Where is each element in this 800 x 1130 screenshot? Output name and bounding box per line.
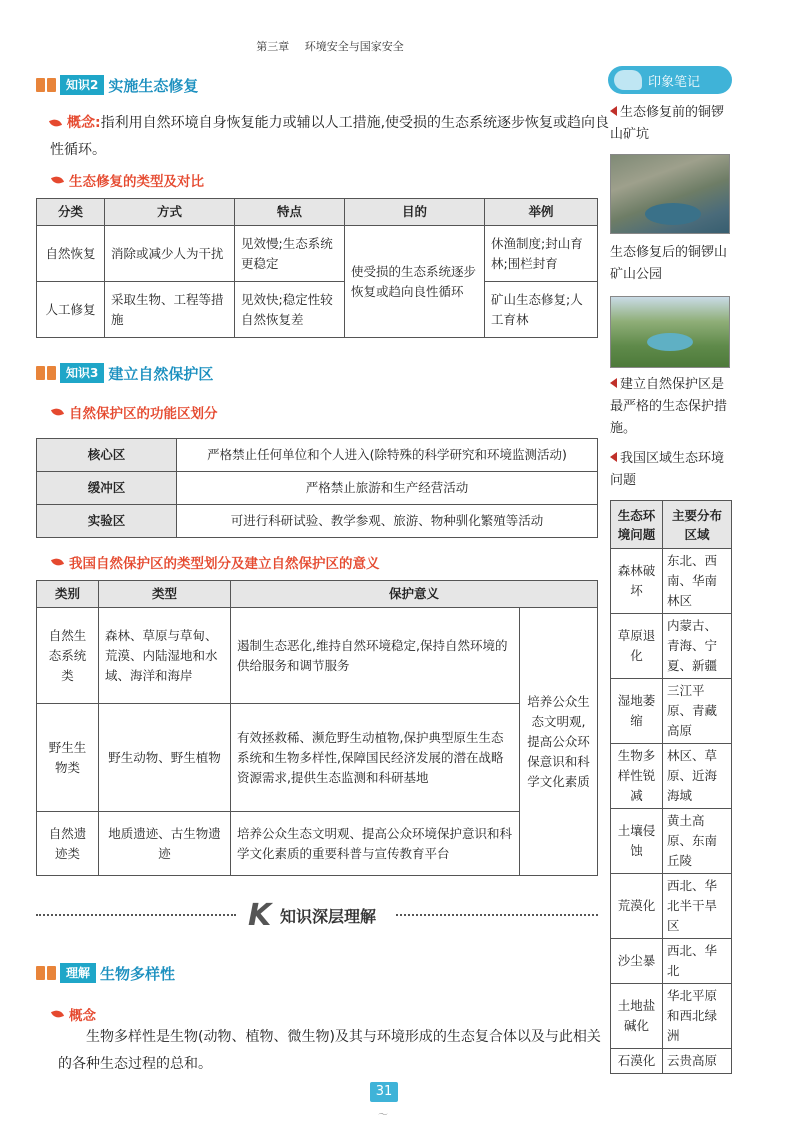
section-title: 建立自然保护区: [108, 364, 214, 383]
table-row: [611, 1049, 732, 1074]
section-tag: 知识3: [60, 363, 104, 383]
table-cell: 严格禁止任何单位和个人进入(除特殊的科学研究和环境监测活动): [177, 439, 598, 472]
table-cell: 自然恢复: [37, 226, 105, 282]
table-cell: 矿山生态修复;人工育林: [485, 282, 598, 338]
table-cell: 湿地萎缩: [611, 679, 663, 744]
triangle-marker-icon: [610, 106, 617, 116]
table-cell: 森林破坏: [611, 549, 663, 614]
leaf-icon: [51, 174, 64, 185]
table-cell: 黄土高原、东南丘陵: [663, 809, 732, 874]
concept2-paragraph: 生物多样性是生物(动物、植物、微生物)及其与环境形成的生态复合体以及与此相关的各种生态过程的总和。: [58, 1029, 601, 1072]
table-cell: 实验区: [37, 505, 177, 538]
dotted-rule: [396, 914, 598, 917]
table-cell: 生物多样性锐减: [611, 744, 663, 809]
col-header: 特点: [235, 199, 345, 226]
book-icon: [36, 364, 58, 382]
zones-heading: 自然保护区的功能区划分: [52, 402, 218, 422]
table-cell: 西北、华北: [663, 939, 732, 984]
col-header: 类别: [37, 581, 99, 608]
table-row: [37, 282, 598, 338]
triangle-marker-icon: [610, 452, 617, 462]
chapter-number: 第三章: [256, 40, 290, 53]
concept-label: 概念:: [67, 115, 101, 131]
table-cell: 野生动物、野生植物: [99, 704, 231, 812]
table-row: [611, 874, 732, 939]
col-header: 举例: [485, 199, 598, 226]
col-header: 分类: [37, 199, 105, 226]
table-cell: 地质遗迹、古生物遗迹: [99, 812, 231, 876]
table-cell: 荒漠化: [611, 874, 663, 939]
categories-heading: 我国自然保护区的类型划分及建立自然保护区的意义: [52, 552, 380, 572]
table-row: [611, 679, 732, 744]
table-row: [611, 614, 732, 679]
reserve-categories-table: [36, 580, 598, 876]
section-3-header: [36, 362, 213, 384]
table-cell: 草原退化: [611, 614, 663, 679]
types-heading: 生态修复的类型及对比: [52, 170, 204, 190]
regional-issues-table: [610, 500, 732, 1074]
triangle-marker-icon: [610, 378, 617, 388]
table-cell: 见效快;稳定性较自然恢复差: [235, 282, 345, 338]
table-cell: 石漠化: [611, 1049, 663, 1074]
concept2-heading: 概念: [52, 1004, 96, 1024]
col-header: 生态环境问题: [611, 501, 663, 549]
table-cell: 人工修复: [37, 282, 105, 338]
section-2-header: [36, 74, 198, 96]
table-cell: 林区、草原、近海海域: [663, 744, 732, 809]
col-header: 类型: [99, 581, 231, 608]
table-row: [611, 809, 732, 874]
k-logo-icon: K: [248, 898, 272, 933]
table-row: [37, 505, 598, 538]
sidebar-note-4: 我国区域生态环境问题: [610, 451, 725, 488]
chapter-header: [0, 38, 660, 54]
section-title: 实施生态修复: [108, 76, 199, 95]
footer-mark-icon: 〜: [378, 1110, 388, 1121]
restoration-types-table: [36, 198, 598, 338]
section-tag: 理解: [60, 963, 96, 983]
table-row: [37, 439, 598, 472]
leaf-icon: [49, 117, 62, 128]
section-title: 生物多样性: [100, 964, 176, 983]
table-cell: 见效慢;生态系统更稳定: [235, 226, 345, 282]
table-cell: 自然生态系统类: [37, 608, 99, 704]
table-cell: 有效拯救稀、濒危野生动植物,保护典型原生生态系统和生物多样性,保障国民经济发展的潜在战略资源需求,提供生态监测和科研基地: [231, 704, 520, 812]
table-cell: 土壤侵蚀: [611, 809, 663, 874]
col-header: 保护意义: [231, 581, 598, 608]
table-cell: 核心区: [37, 439, 177, 472]
table-row: [611, 984, 732, 1049]
page-number: 31: [370, 1082, 398, 1102]
table-row: [611, 744, 732, 809]
table-cell: 遏制生态恶化,维持自然环境稳定,保持自然环境的供给服务和调节服务: [231, 608, 520, 704]
col-header: 目的: [345, 199, 485, 226]
table-cell: 三江平原、青藏高原: [663, 679, 732, 744]
table-cell: 培养公众生态文明观,提高公众环保意识和科学文化素质: [520, 608, 598, 876]
book-icon: [36, 964, 58, 982]
table-row: [37, 226, 598, 282]
sidebar-note-2: 生态修复后的铜锣山矿山公园: [610, 245, 728, 282]
table-row: [37, 608, 598, 704]
table-cell: 云贵高原: [663, 1049, 732, 1074]
understand-header: [36, 962, 175, 984]
mine-before-photo: [610, 154, 730, 234]
book-icon: [36, 76, 58, 94]
notes-title: 印象笔记: [648, 74, 701, 90]
table-cell: 使受损的生态系统逐步恢复或趋向良性循环: [345, 226, 485, 338]
table-row: [611, 939, 732, 984]
sidebar-note-3: 建立自然保护区是最严格的生态保护措施。: [610, 377, 728, 436]
table-cell: 森林、草原与草甸、荒漠、内陆湿地和水域、海洋和海岸: [99, 608, 231, 704]
concept-paragraph: [50, 110, 610, 164]
table-cell: 东北、西南、华南林区: [663, 549, 732, 614]
table-cell: 消除或减少人为干扰: [105, 226, 235, 282]
table-row: [611, 549, 732, 614]
leaf-icon: [51, 406, 64, 417]
table-cell: 可进行科研试验、教学参观、旅游、物种驯化繁殖等活动: [177, 505, 598, 538]
concept-text: 指利用自然环境自身恢复能力或辅以人工措施,使受损的生态系统逐步恢复或趋向良性循环。: [50, 115, 610, 158]
table-cell: 休渔制度;封山育林;围栏封育: [485, 226, 598, 282]
notes-header: [608, 66, 732, 94]
table-cell: 采取生物、工程等措施: [105, 282, 235, 338]
chapter-title: 环境安全与国家安全: [304, 40, 404, 53]
leaf-icon: [51, 556, 64, 567]
table-cell: 自然遗迹类: [37, 812, 99, 876]
divider-title: 知识深层理解: [280, 907, 377, 926]
sidebar-note-1: 生态修复前的铜锣山矿坑: [610, 105, 725, 142]
mine-park-photo: [610, 296, 730, 368]
col-header: 方式: [105, 199, 235, 226]
table-cell: 土地盐碱化: [611, 984, 663, 1049]
dotted-rule: [36, 914, 236, 917]
table-cell: 沙尘暴: [611, 939, 663, 984]
table-cell: 缓冲区: [37, 472, 177, 505]
table-cell: 培养公众生态文明观、提高公众环境保护意识和科学文化素质的重要科普与宣传教育平台: [231, 812, 520, 876]
zones-table: [36, 438, 598, 538]
table-cell: 严格禁止旅游和生产经营活动: [177, 472, 598, 505]
table-row: [37, 704, 598, 812]
table-row: [37, 472, 598, 505]
table-cell: 野生生物类: [37, 704, 99, 812]
table-cell: 西北、华北半干旱区: [663, 874, 732, 939]
elephant-icon: [614, 70, 642, 90]
table-cell: 内蒙古、青海、宁夏、新疆: [663, 614, 732, 679]
table-cell: 华北平原和西北绿洲: [663, 984, 732, 1049]
section-tag: 知识2: [60, 75, 104, 95]
table-row: [37, 812, 598, 876]
section-divider: [36, 898, 598, 933]
leaf-icon: [51, 1008, 64, 1019]
col-header: 主要分布区域: [663, 501, 732, 549]
